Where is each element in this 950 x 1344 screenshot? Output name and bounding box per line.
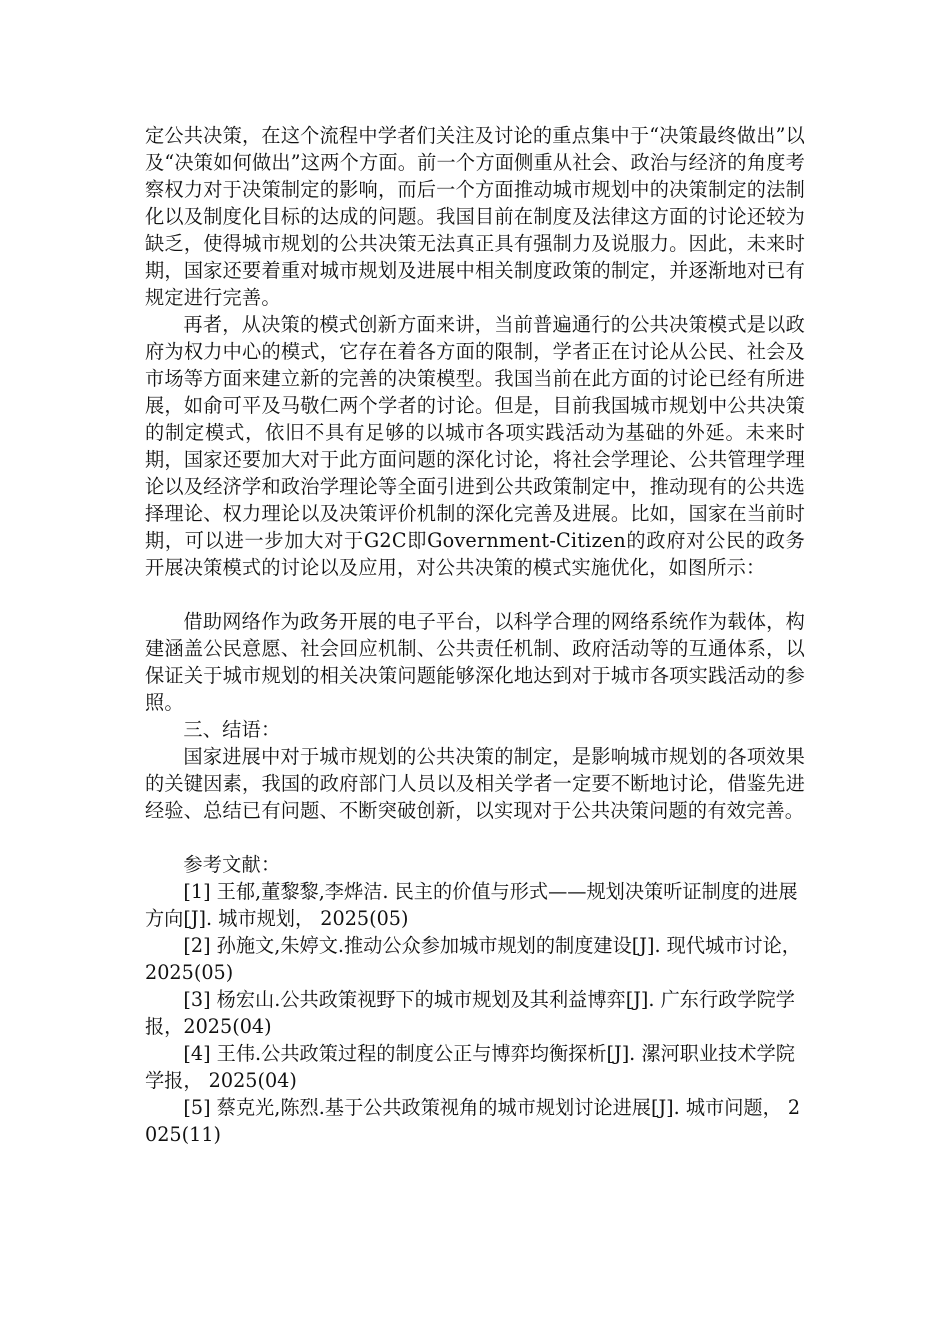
conclusion-heading: 三、结语： <box>183 718 281 741</box>
reference-item: [2] 孙施文,朱婷文.推动公众参加城市规划的制度建设[J]. 现代城市讨论， 2025(05) <box>145 934 801 984</box>
conclusion-text: 国家进展中对于城市规划的公共决策的制定，是影响城市规划的各项效果的关键因素，我国的政府部门人员以及相关学者一定要不断地讨论，借鉴先进经验、总结已有问题、不断突破创新，以实现对于公共决策问题的有效完善。 <box>145 745 805 822</box>
reference-item: [5] 蔡克光,陈烈.基于公共政策视角的城市规划讨论进展[J]. 城市问题， 2025(11) <box>145 1096 801 1146</box>
reference-item: [1] 王郁,董黎黎,李烨洁. 民主的价值与形式——规划决策听证制度的进展方向[J]. 城市规划， 2025(05) <box>145 880 798 930</box>
paragraph-network-platform: 借助网络作为政务开展的电子平台，以科学合理的网络系统作为载体，构建涵盖公民意愿、社会回应机制、公共责任机制、政府活动等的互通体系，以保证关于城市规划的相关决策问题能够深化地达到对于城市各项实践活动的参照。 <box>145 610 805 714</box>
references-list <box>145 878 805 1148</box>
figure-placeholder <box>145 581 805 608</box>
reference-item: [4] 王伟.公共政策过程的制度公正与博弈均衡探析[J]. 漯河职业技术学院学报， 2025(04) <box>145 1042 795 1092</box>
paragraph-continuation: 定公共决策，在这个流程中学者们关注及讨论的重点集中于“决策最终做出”以及“决策如何做出”这两个方面。前一个方面侧重从社会、政治与经济的角度考察权力对于决策制定的影响，而后一个方面推动城市规划中的决策制定的法制化以及制度化目标的达成的问题。我国目前在制度及法律这方面的讨论还较为缺乏，使得城市规划的公共决策无法真正具有强制力及说服力。因此，未来时期，国家还要着重对城市规划及进展中相关制度政策的制定，并逐渐地对已有规定进行完善。 <box>145 124 805 309</box>
reference-item: [3] 杨宏山.公共政策视野下的城市规划及其利益博弈[J]. 广东行政学院学报，2025(04) <box>145 988 795 1038</box>
references-heading: 参考文献： <box>183 853 281 876</box>
document-body <box>145 122 805 1148</box>
paragraph-decision-model: 再者，从决策的模式创新方面来讲，当前普遍通行的公共决策模式是以政府为权力中心的模式，它存在着各方面的限制，学者正在讨论从公民、社会及市场等方面来建立新的完善的决策模型。我国当前在此方面的讨论已经有所进展，如俞可平及马敬仁两个学者的讨论。但是，目前我国城市规划中公共决策的制定模式，依旧不具有足够的以城市各项实践活动为基础的外延。未来时期，国家还要加大对于此方面问题的深化讨论，将社会学理论、公共管理学理论以及经济学和政治学理论等全面引进到公共政策制定中，推动现有的公共选择理论、权力理论以及决策评价机制的深化完善及进展。比如，国家在当前时期，可以进一步加大对于G2C即Government-Citizen的政府对公民的政务开展决策模式的讨论以及应用，对公共决策的模式实施优化，如图所示： <box>145 313 805 579</box>
section-spacer <box>145 824 805 851</box>
